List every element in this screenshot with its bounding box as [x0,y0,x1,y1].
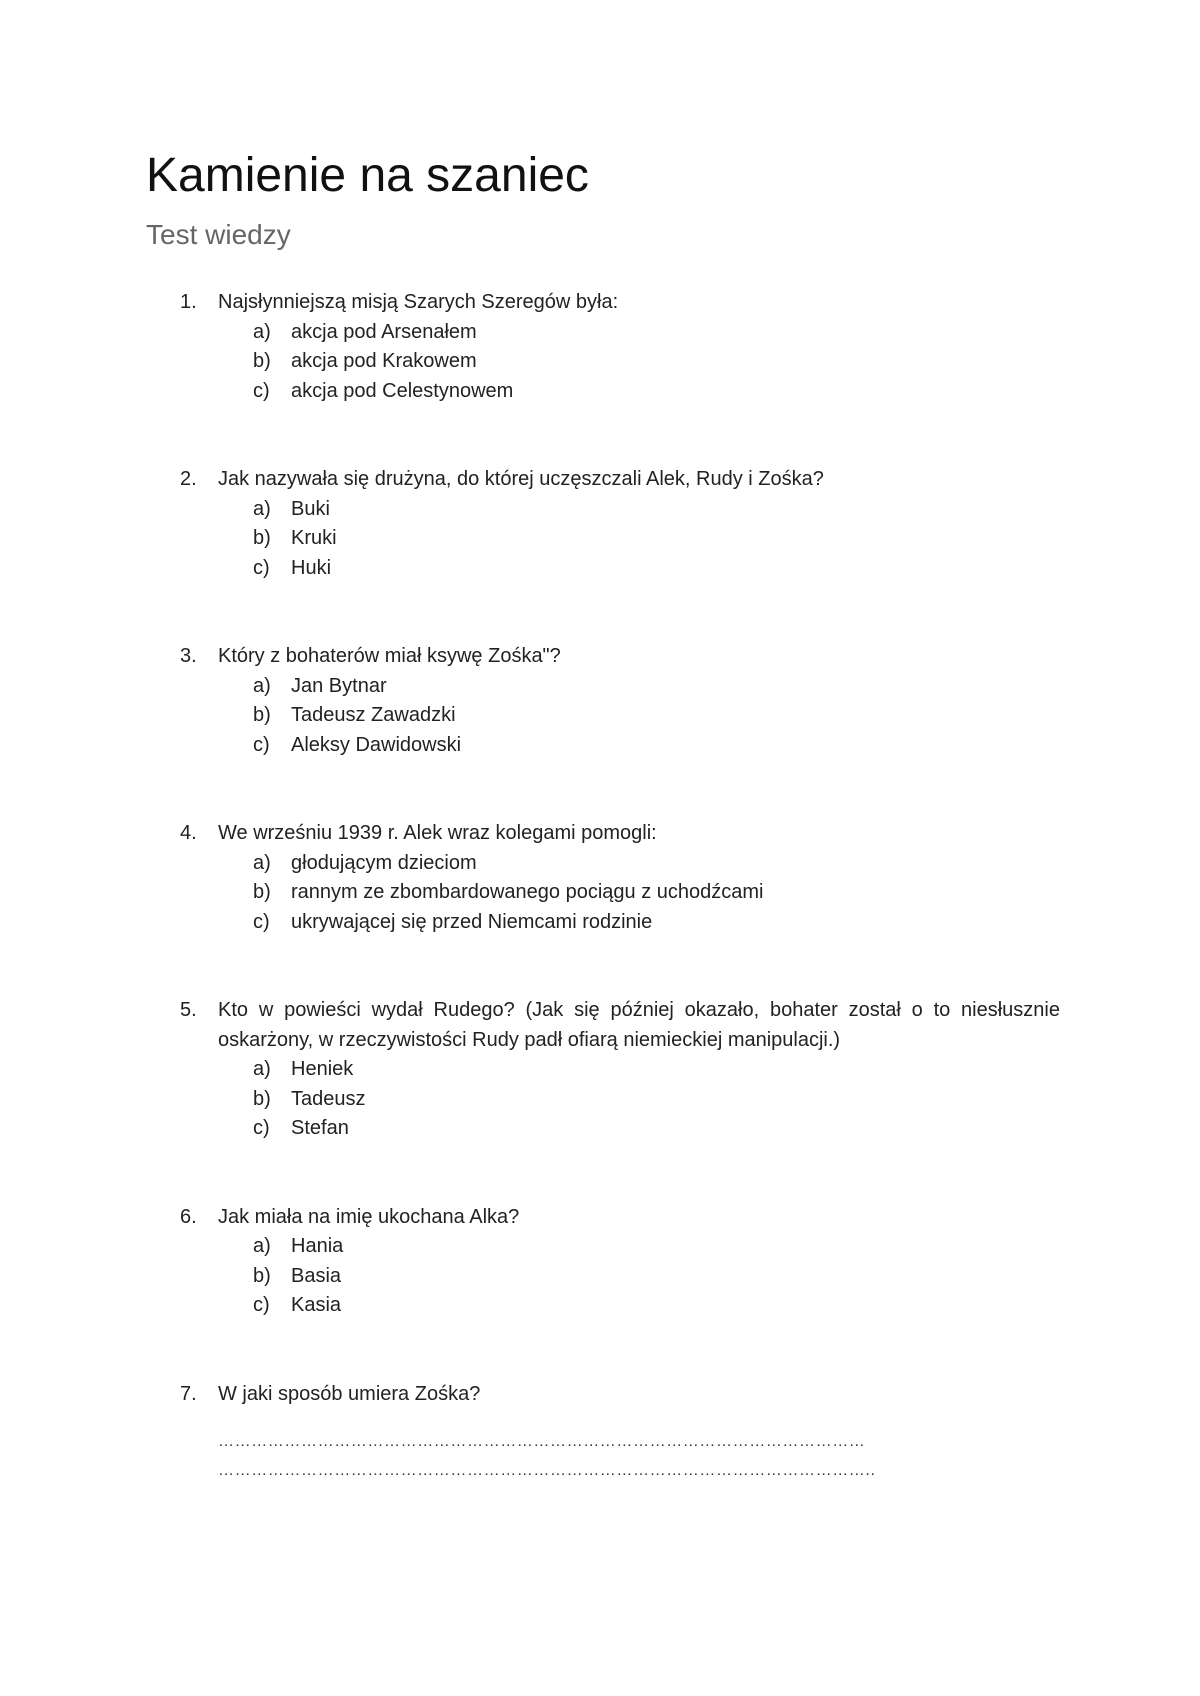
option-text: Tadeusz Zawadzki [291,704,456,726]
option-text: Aleksy Dawidowski [291,733,462,756]
option-text: ukrywającej się przed Niemcami rodzinie [291,910,653,933]
option-label: c) [253,379,270,402]
question-2 [146,465,1060,583]
question-text: Najsłynniejszą misją Szarych Szeregów była: [218,291,619,313]
answer-writing-area [218,1427,1060,1485]
question-1 [146,288,1060,406]
answer-option [253,1114,1060,1144]
answer-options [218,849,1060,938]
dotted-answer-line: ……………………………………………………………………………………………………….. [218,1462,876,1479]
answer-options [218,1232,1060,1321]
question-4 [146,819,1060,937]
option-label: b) [253,1264,271,1287]
document-subtitle: Test wiedzy [146,219,291,250]
option-label: c) [253,733,270,756]
answer-options [218,495,1060,584]
option-text: Hania [291,1235,344,1257]
option-text: Stefan [291,1117,349,1139]
option-label: a) [253,851,271,874]
answer-option [253,701,1060,731]
question-3 [146,642,1060,760]
answer-option [253,672,1060,702]
question-number: 5. [180,999,197,1021]
question-6 [146,1203,1060,1321]
option-label: c) [253,1294,270,1316]
answer-options [218,1055,1060,1144]
dotted-answer-line: ……………………………………………………………………………………………………… [218,1433,866,1450]
answer-option [253,377,1060,407]
answer-options [218,318,1060,407]
option-text: Jan Bytnar [291,674,387,697]
question-list [146,288,1060,1485]
option-text: Heniek [291,1058,354,1080]
option-label: a) [253,320,271,343]
option-text: głodującym dzieciom [291,851,477,874]
question-text: Kto w powieści wydał Rudego? (Jak się później okazało, bohater został o to niesłusznie oskarżony, w rzeczywistości Rudy padł ofiarą niemieckiej manipulacji.) [218,999,1060,1051]
answer-option [253,495,1060,525]
option-text: Buki [291,497,330,520]
answer-option [253,849,1060,879]
question-5 [146,996,1060,1144]
document-page [146,148,1060,1485]
option-label: c) [253,910,270,933]
option-label: b) [253,527,271,549]
question-number: 4. [180,822,197,844]
option-text: Kasia [291,1294,342,1316]
option-text: rannym ze zbombardowanego pociągu z uchodźcami [291,881,764,903]
answer-options [218,672,1060,761]
question-number: 6. [180,1205,197,1228]
answer-option [253,554,1060,584]
answer-option [253,524,1060,554]
question-text: Jak miała na imię ukochana Alka? [218,1205,520,1228]
document-title: Kamienie na szaniec [146,149,589,202]
option-label: a) [253,1058,271,1080]
option-label: c) [253,1117,270,1139]
question-text: Jak nazywała się drużyna, do której uczęszczali Alek, Rudy i Zośka? [218,468,824,490]
question-text: We wrześniu 1939 r. Alek wraz kolegami pomogli: [218,822,657,844]
option-label: b) [253,350,271,372]
option-text: Huki [291,556,332,579]
answer-option [253,908,1060,938]
question-number: 3. [180,645,197,667]
option-text: akcja pod Krakowem [291,350,477,372]
option-text: Basia [291,1264,342,1287]
option-text: akcja pod Celestynowem [291,379,514,402]
question-number: 2. [180,468,197,490]
answer-option [253,1232,1060,1262]
question-7 [146,1380,1060,1486]
answer-option [253,347,1060,377]
option-label: b) [253,881,271,903]
option-label: b) [253,704,271,726]
question-text: Który z bohaterów miał ksywę Zośka"? [218,645,561,667]
option-label: a) [253,497,271,520]
option-text: Tadeusz [291,1087,366,1110]
option-text: akcja pod Arsenałem [291,320,477,343]
answer-option [253,318,1060,348]
answer-option [253,1262,1060,1292]
question-number: 1. [180,291,197,313]
answer-option [253,1085,1060,1115]
option-text: Kruki [291,527,337,549]
question-number: 7. [180,1382,197,1405]
option-label: a) [253,1235,271,1257]
answer-option [253,878,1060,908]
answer-option [253,1291,1060,1321]
answer-option [253,1055,1060,1085]
question-text: W jaki sposób umiera Zośka? [218,1382,481,1405]
option-label: b) [253,1087,271,1110]
option-label: c) [253,556,270,579]
answer-option [253,731,1060,761]
option-label: a) [253,674,271,697]
